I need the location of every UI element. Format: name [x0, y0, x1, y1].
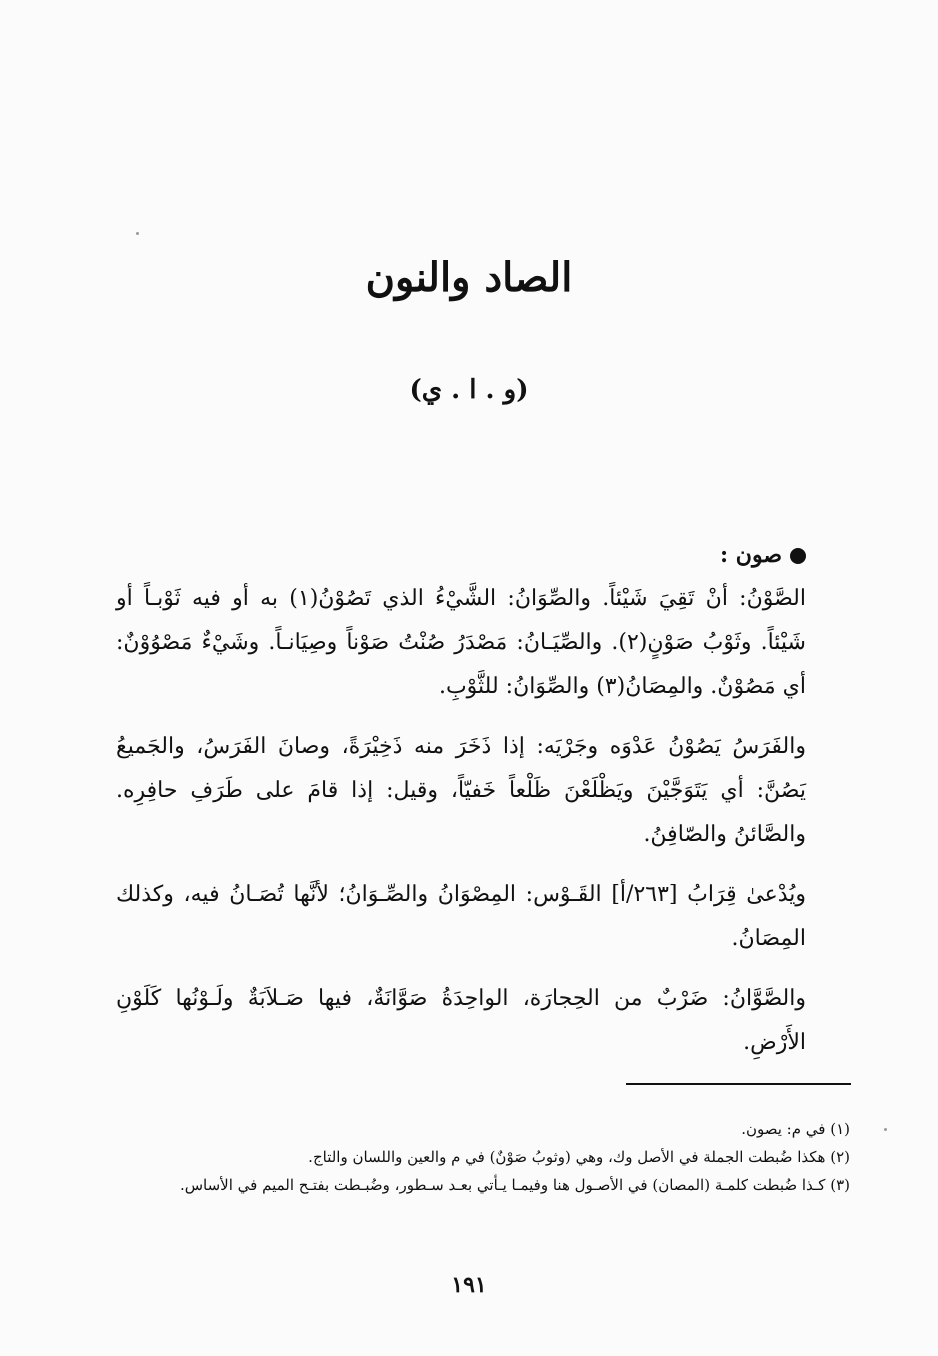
footnotes [130, 1115, 850, 1199]
main-text [116, 533, 806, 1081]
entry-head [116, 533, 806, 577]
footnote: (٢) هكذا ضُبطت الجملة في الأصل وك، وهي (وثوبُ صَوْنٌ) في م والعين واللسان والتاج. [308, 1148, 850, 1166]
paragraph: والصَّوَّانُ: ضَرْبٌ من الحِجارَة، الواحِدَةُ صَوَّانَةٌ، فيها صَـلاَبَةٌ ولَـوْنُها كَلَوْنِ الأَرْضِ. [116, 986, 806, 1055]
bullet-icon [790, 548, 806, 564]
entry-head-label: صون : [720, 542, 782, 568]
chapter-title: الصاد والنون [365, 254, 573, 301]
paragraph: الصَّوْنُ: أنْ تَقِيَ شَيْئاً. والصِّوَانُ: الشَّيْءُ الذي تَصُوْنُ(١) به أو فيه ثَوْبـاً أو شَيْئاً. وثَوْبُ صَوْنٍ(٢). والصِّيَـانُ: مَصْدَرُ صُنْتُ صَوْناً وصِيَانـاً. وشَيْءٌ مَصْوُوْنٌ: أي مَصُوْنٌ. والمِصَانُ(٣) والصِّوَانُ: للثَّوْبِ. [116, 586, 806, 699]
footnote-separator [626, 1083, 851, 1085]
root-heading: (و . ا . ي) [409, 375, 529, 405]
scan-speck [884, 1128, 887, 1131]
scan-speck [136, 232, 139, 235]
paragraph: والفَرَسُ يَصُوْنُ عَدْوَه وجَرْيَه: إذا ذَخَرَ منه ذَخِيْرَةً، وصانَ الفَرَسُ، والجَميعُ يَصُنَّ: أي يَتَوَجَّيْنَ ويَظْلَعْنَ ظَلْعاً خَفيّاً، وقيل: إذا قامَ على طَرَفِ حافِرِه. والصَّائنُ والصّافِنُ. [116, 734, 806, 847]
footnote: (٣) كـذا ضُبطت كلمـة (المصان) في الأصـول هنا وفيمـا يـأتي بعـد سـطور، وضُبـطت بفتـح الميم في الأساس. [179, 1176, 850, 1194]
page-number: ١٩١ [451, 1272, 487, 1298]
footnote: (١) في م: يصون. [741, 1120, 850, 1138]
paragraph: ويُدْعىٰ قِرَابُ [٢٦٣/أ] القَـوْس: المِصْوَانُ والصِّـوَانُ؛ لأنَّها تُصَـانُ فيه، وكذلك المِصَانُ. [116, 882, 806, 951]
